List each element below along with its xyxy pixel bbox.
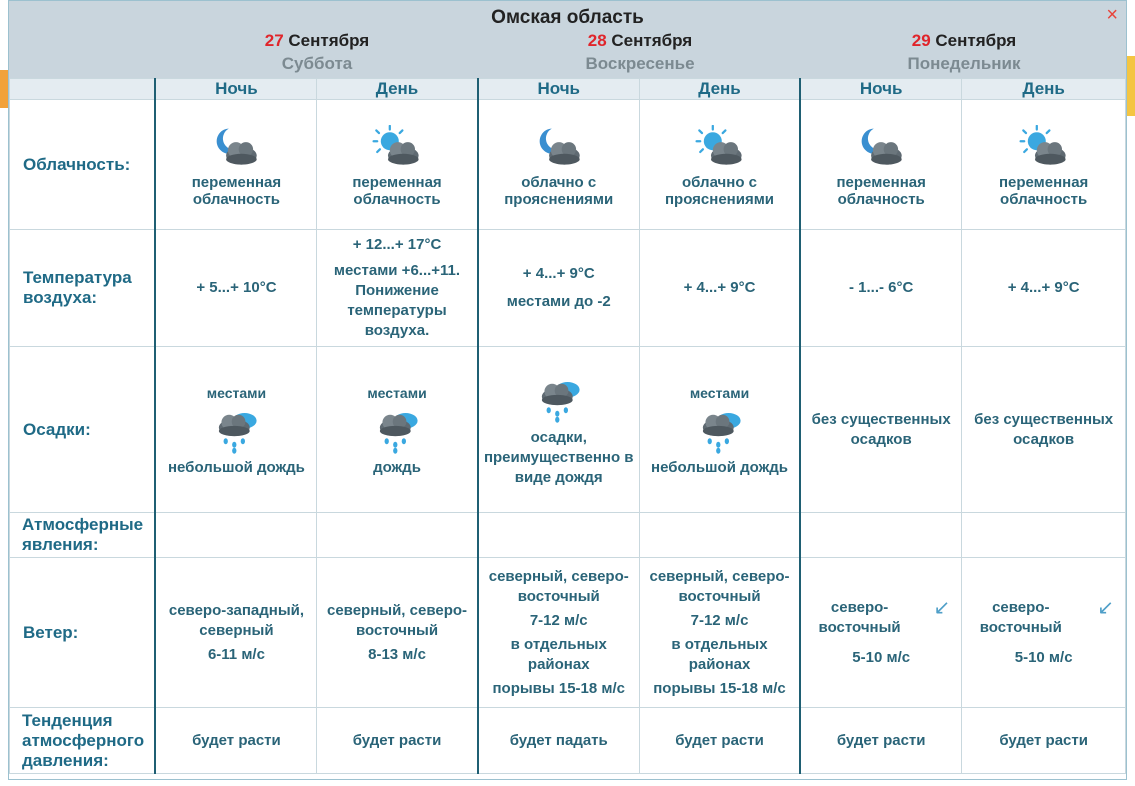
phase-header: Ночь	[478, 79, 640, 100]
temp-extra: местами до -2	[506, 293, 611, 310]
phenomena-cell	[962, 513, 1126, 558]
row-label-temperature: Температура воздуха:	[10, 230, 156, 347]
region-title: Омская область	[491, 7, 644, 28]
wind-speed: 5-10 м/с	[1014, 648, 1073, 666]
wind-direction: северо-восточный	[979, 598, 1062, 636]
temp-extra: местами +6...+11. Понижение температуры воздуха.	[333, 262, 461, 339]
precip-cell	[962, 347, 1126, 513]
row-label-phenomena: Атмосферные явления:	[10, 513, 156, 558]
wind-direction: северо-западный, северный	[168, 601, 305, 639]
cloud-text: переменная облачность	[998, 174, 1089, 208]
popup-header	[9, 1, 1126, 79]
temperature-row	[10, 230, 1126, 347]
wind-gusts: порывы 15-18 м/с	[653, 679, 786, 697]
wind-cell	[478, 558, 640, 708]
pressure-row	[10, 708, 1126, 774]
precip-cell	[317, 347, 478, 513]
precip-text: небольшой дождь	[651, 459, 788, 476]
row-label-precipitation: Осадки:	[10, 347, 156, 513]
rain-cloud-icon	[371, 407, 423, 455]
precip-text: без существенных осадков	[974, 410, 1114, 448]
precip-text: без существенных осадков	[811, 410, 951, 448]
moon-cloud-icon	[532, 125, 586, 170]
day-weekday: Воскресенье	[585, 54, 695, 73]
day-header	[479, 31, 801, 74]
wind-note: в отдельных районах	[510, 635, 607, 673]
day-header	[803, 31, 1125, 74]
precip-cell	[639, 347, 800, 513]
temp-main: + 12...+ 17°C	[352, 236, 442, 253]
day-header	[156, 31, 478, 74]
precip-text: небольшой дождь	[167, 459, 305, 476]
cloud-text: облачно с прояснениями	[664, 174, 775, 208]
cloud-cell	[639, 100, 800, 230]
cloud-cell	[962, 100, 1126, 230]
wind-direction: северный, северо-восточный	[488, 567, 629, 605]
wind-arrow-icon: ↙	[1097, 596, 1114, 619]
precip-cell	[155, 347, 317, 513]
temp-main: + 4...+ 9°C	[522, 265, 595, 282]
temp-cell	[317, 230, 478, 347]
wind-direction: северный, северо-восточный	[327, 601, 468, 639]
cloud-text: переменная облачность	[191, 174, 282, 208]
precip-top: местами	[206, 385, 267, 401]
temp-main: + 4...+ 9°C	[1007, 279, 1080, 296]
phase-row	[10, 79, 1126, 100]
wind-speed: 8-13 м/с	[368, 645, 426, 663]
wind-block	[804, 598, 958, 638]
precip-cell	[478, 347, 640, 513]
rain-cloud-icon	[533, 376, 585, 424]
precipitation-row	[10, 347, 1126, 513]
rain-cloud-icon	[694, 407, 746, 455]
phase-header: Ночь	[800, 79, 962, 100]
day-weekday: Понедельник	[907, 54, 1021, 73]
close-icon[interactable]: ×	[1106, 4, 1118, 26]
wind-direction: северо-восточный	[818, 598, 901, 636]
wind-speed: 5-10 м/с	[852, 648, 911, 666]
precip-top: местами	[689, 385, 750, 401]
wind-block	[965, 598, 1122, 638]
precip-cell	[800, 347, 962, 513]
row-label-clouds: Облачность:	[10, 100, 156, 230]
day-weekday: Суббота	[281, 54, 353, 73]
cloud-text: переменная облачность	[836, 174, 926, 208]
pressure-cell: будет расти	[639, 708, 800, 774]
background-banner-left	[0, 70, 8, 108]
sun-cloud-icon	[370, 125, 424, 170]
phenomena-cell	[155, 513, 317, 558]
wind-direction: северный, северо-восточный	[649, 567, 790, 605]
wind-cell	[962, 558, 1126, 708]
precip-text: дождь	[373, 459, 421, 476]
wind-gusts: порывы 15-18 м/с	[492, 679, 626, 697]
wind-cell	[639, 558, 800, 708]
temp-cell	[639, 230, 800, 347]
wind-speed: 7-12 м/с	[690, 611, 749, 629]
phenomena-cell	[639, 513, 800, 558]
pressure-cell: будет расти	[317, 708, 478, 774]
moon-cloud-icon	[854, 125, 908, 170]
phenomena-cell	[317, 513, 478, 558]
phase-corner	[10, 79, 156, 100]
wind-cell	[800, 558, 962, 708]
sun-cloud-icon	[693, 125, 747, 170]
cloud-cell	[155, 100, 317, 230]
temp-main: + 5...+ 10°C	[196, 279, 277, 296]
temp-main: + 4...+ 9°C	[683, 279, 756, 296]
wind-speed: 6-11 м/с	[207, 645, 265, 663]
sun-cloud-icon	[1017, 125, 1071, 170]
cloud-text: облачно с прояснениями	[504, 174, 614, 208]
moon-cloud-icon	[209, 125, 263, 170]
wind-speed: 7-12 м/с	[529, 611, 588, 629]
precip-text: осадки, преимущественно в виде дождя	[483, 428, 634, 486]
day-date: 28 Сентября	[587, 31, 693, 50]
phase-header: Ночь	[155, 79, 317, 100]
temp-cell	[155, 230, 317, 347]
phase-header: День	[317, 79, 478, 100]
temp-cell	[962, 230, 1126, 347]
phenomena-row	[10, 513, 1126, 558]
cloud-cell	[478, 100, 640, 230]
day-date: 27 Сентября	[264, 31, 370, 50]
phase-header: День	[962, 79, 1126, 100]
phenomena-cell	[800, 513, 962, 558]
pressure-cell: будет расти	[800, 708, 962, 774]
wind-note: в отдельных районах	[671, 635, 768, 673]
phase-header: День	[639, 79, 800, 100]
forecast-popup	[8, 0, 1127, 780]
temp-cell	[478, 230, 640, 347]
pressure-cell: будет расти	[962, 708, 1126, 774]
row-label-pressure: Тенденция атмосферного давления:	[10, 708, 156, 774]
cloud-text: переменная облачность	[352, 174, 442, 208]
wind-arrow-icon: ↙	[933, 596, 951, 619]
temp-cell	[800, 230, 962, 347]
clouds-row	[10, 100, 1126, 230]
cloud-cell	[317, 100, 478, 230]
rain-cloud-icon	[210, 407, 262, 455]
pressure-cell: будет расти	[155, 708, 317, 774]
day-date: 29 Сентября	[911, 31, 1017, 50]
wind-cell	[155, 558, 317, 708]
wind-row	[10, 558, 1126, 708]
row-label-wind: Ветер:	[10, 558, 156, 708]
phenomena-cell	[478, 513, 640, 558]
forecast-table	[9, 78, 1126, 774]
background-banner-right	[1126, 56, 1135, 116]
temp-main: - 1...- 6°C	[849, 279, 914, 296]
wind-cell	[317, 558, 478, 708]
precip-top: местами	[367, 385, 427, 401]
cloud-cell	[800, 100, 962, 230]
pressure-cell: будет падать	[478, 708, 640, 774]
